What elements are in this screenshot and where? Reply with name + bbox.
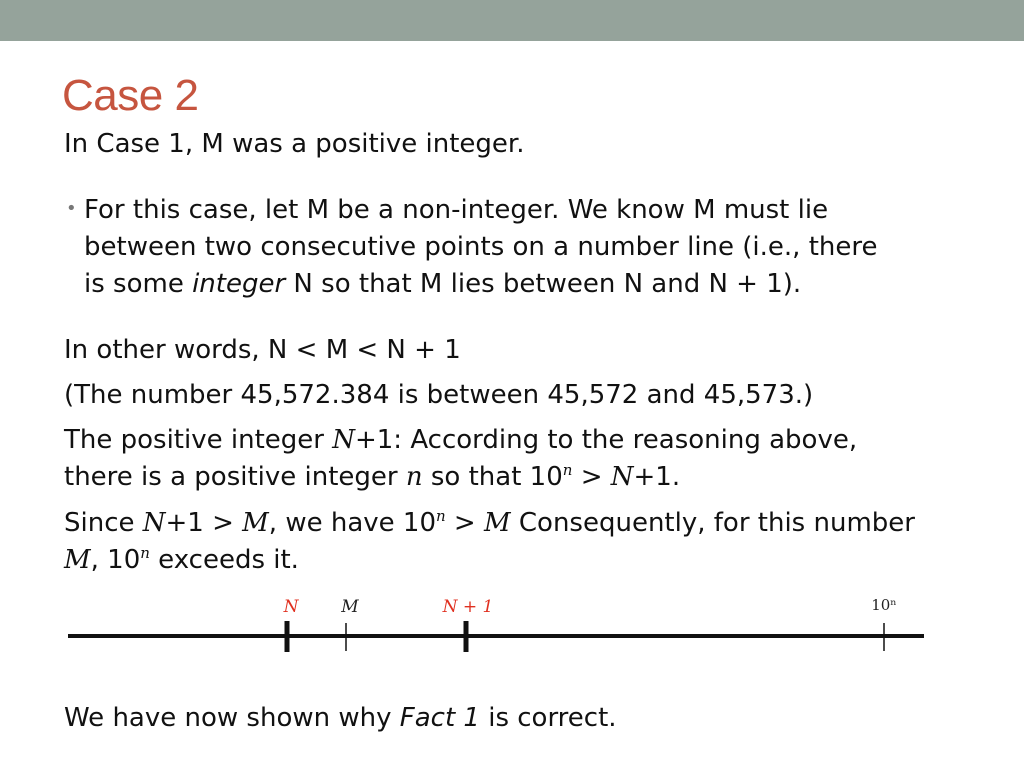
exponent-n: n [562, 461, 573, 479]
text-run: Since [64, 508, 143, 538]
intro-line: In Case 1, M was a positive integer. [64, 129, 525, 159]
bullet-text: N so that M lies between N and N + 1). [285, 269, 802, 299]
text-run: so that 10 [422, 462, 563, 492]
label-N: N [283, 597, 299, 617]
exponent-n: n [436, 507, 446, 525]
text-run: The positive integer [64, 425, 333, 455]
integer-emphasis: integer [192, 269, 286, 299]
bullet-text: is some [84, 269, 193, 299]
math-M: M [484, 508, 511, 538]
math-M: M [242, 508, 269, 538]
slide-title: Case 2 [62, 71, 199, 120]
bullet-marker: • [66, 198, 77, 219]
bullet-line-2: between two consecutive points on a number line (i.e., there [84, 232, 878, 262]
example-line: (The number 45,572.384 is between 45,572 and 45,573.) [64, 380, 814, 410]
para2-line-1 [64, 505, 915, 542]
conclusion-line [64, 700, 617, 737]
text-run: +1: According to the reasoning above, [354, 425, 858, 455]
text-run: +1. [633, 462, 681, 492]
para1-line-1 [64, 422, 857, 459]
text-run: +1 > [165, 508, 243, 538]
top-accent-bar [0, 0, 1024, 41]
para1-line-2 [64, 459, 680, 496]
text-run: exceeds it. [149, 545, 299, 575]
fact-1-emphasis: Fact 1 [399, 703, 480, 733]
math-M: M [64, 545, 91, 575]
text-run: is correct. [479, 703, 617, 733]
number-line-diagram [0, 585, 1024, 665]
label-N-plus-1: N + 1 [442, 597, 494, 617]
bullet-line-1: For this case, let M be a non-integer. We know M must lie [84, 195, 829, 225]
para2-line-2 [64, 542, 299, 579]
label-10-n: 10ⁿ [871, 596, 897, 614]
text-run: > [572, 462, 611, 492]
math-N: N [332, 425, 355, 455]
text-run: , we have 10 [268, 508, 436, 538]
bullet-line-3 [84, 266, 801, 303]
inequality-line: In other words, N < M < N + 1 [64, 335, 461, 365]
text-run: there is a positive integer [64, 462, 406, 492]
text-run: , 10 [90, 545, 141, 575]
math-N: N [610, 462, 634, 492]
text-run: Consequently, for this number [510, 508, 915, 538]
math-N: N [142, 508, 166, 538]
math-n: n [405, 462, 423, 492]
text-run: > [445, 508, 484, 538]
exponent-n: n [140, 544, 150, 562]
label-M: M [341, 597, 359, 617]
text-run: We have now shown why [64, 703, 400, 733]
